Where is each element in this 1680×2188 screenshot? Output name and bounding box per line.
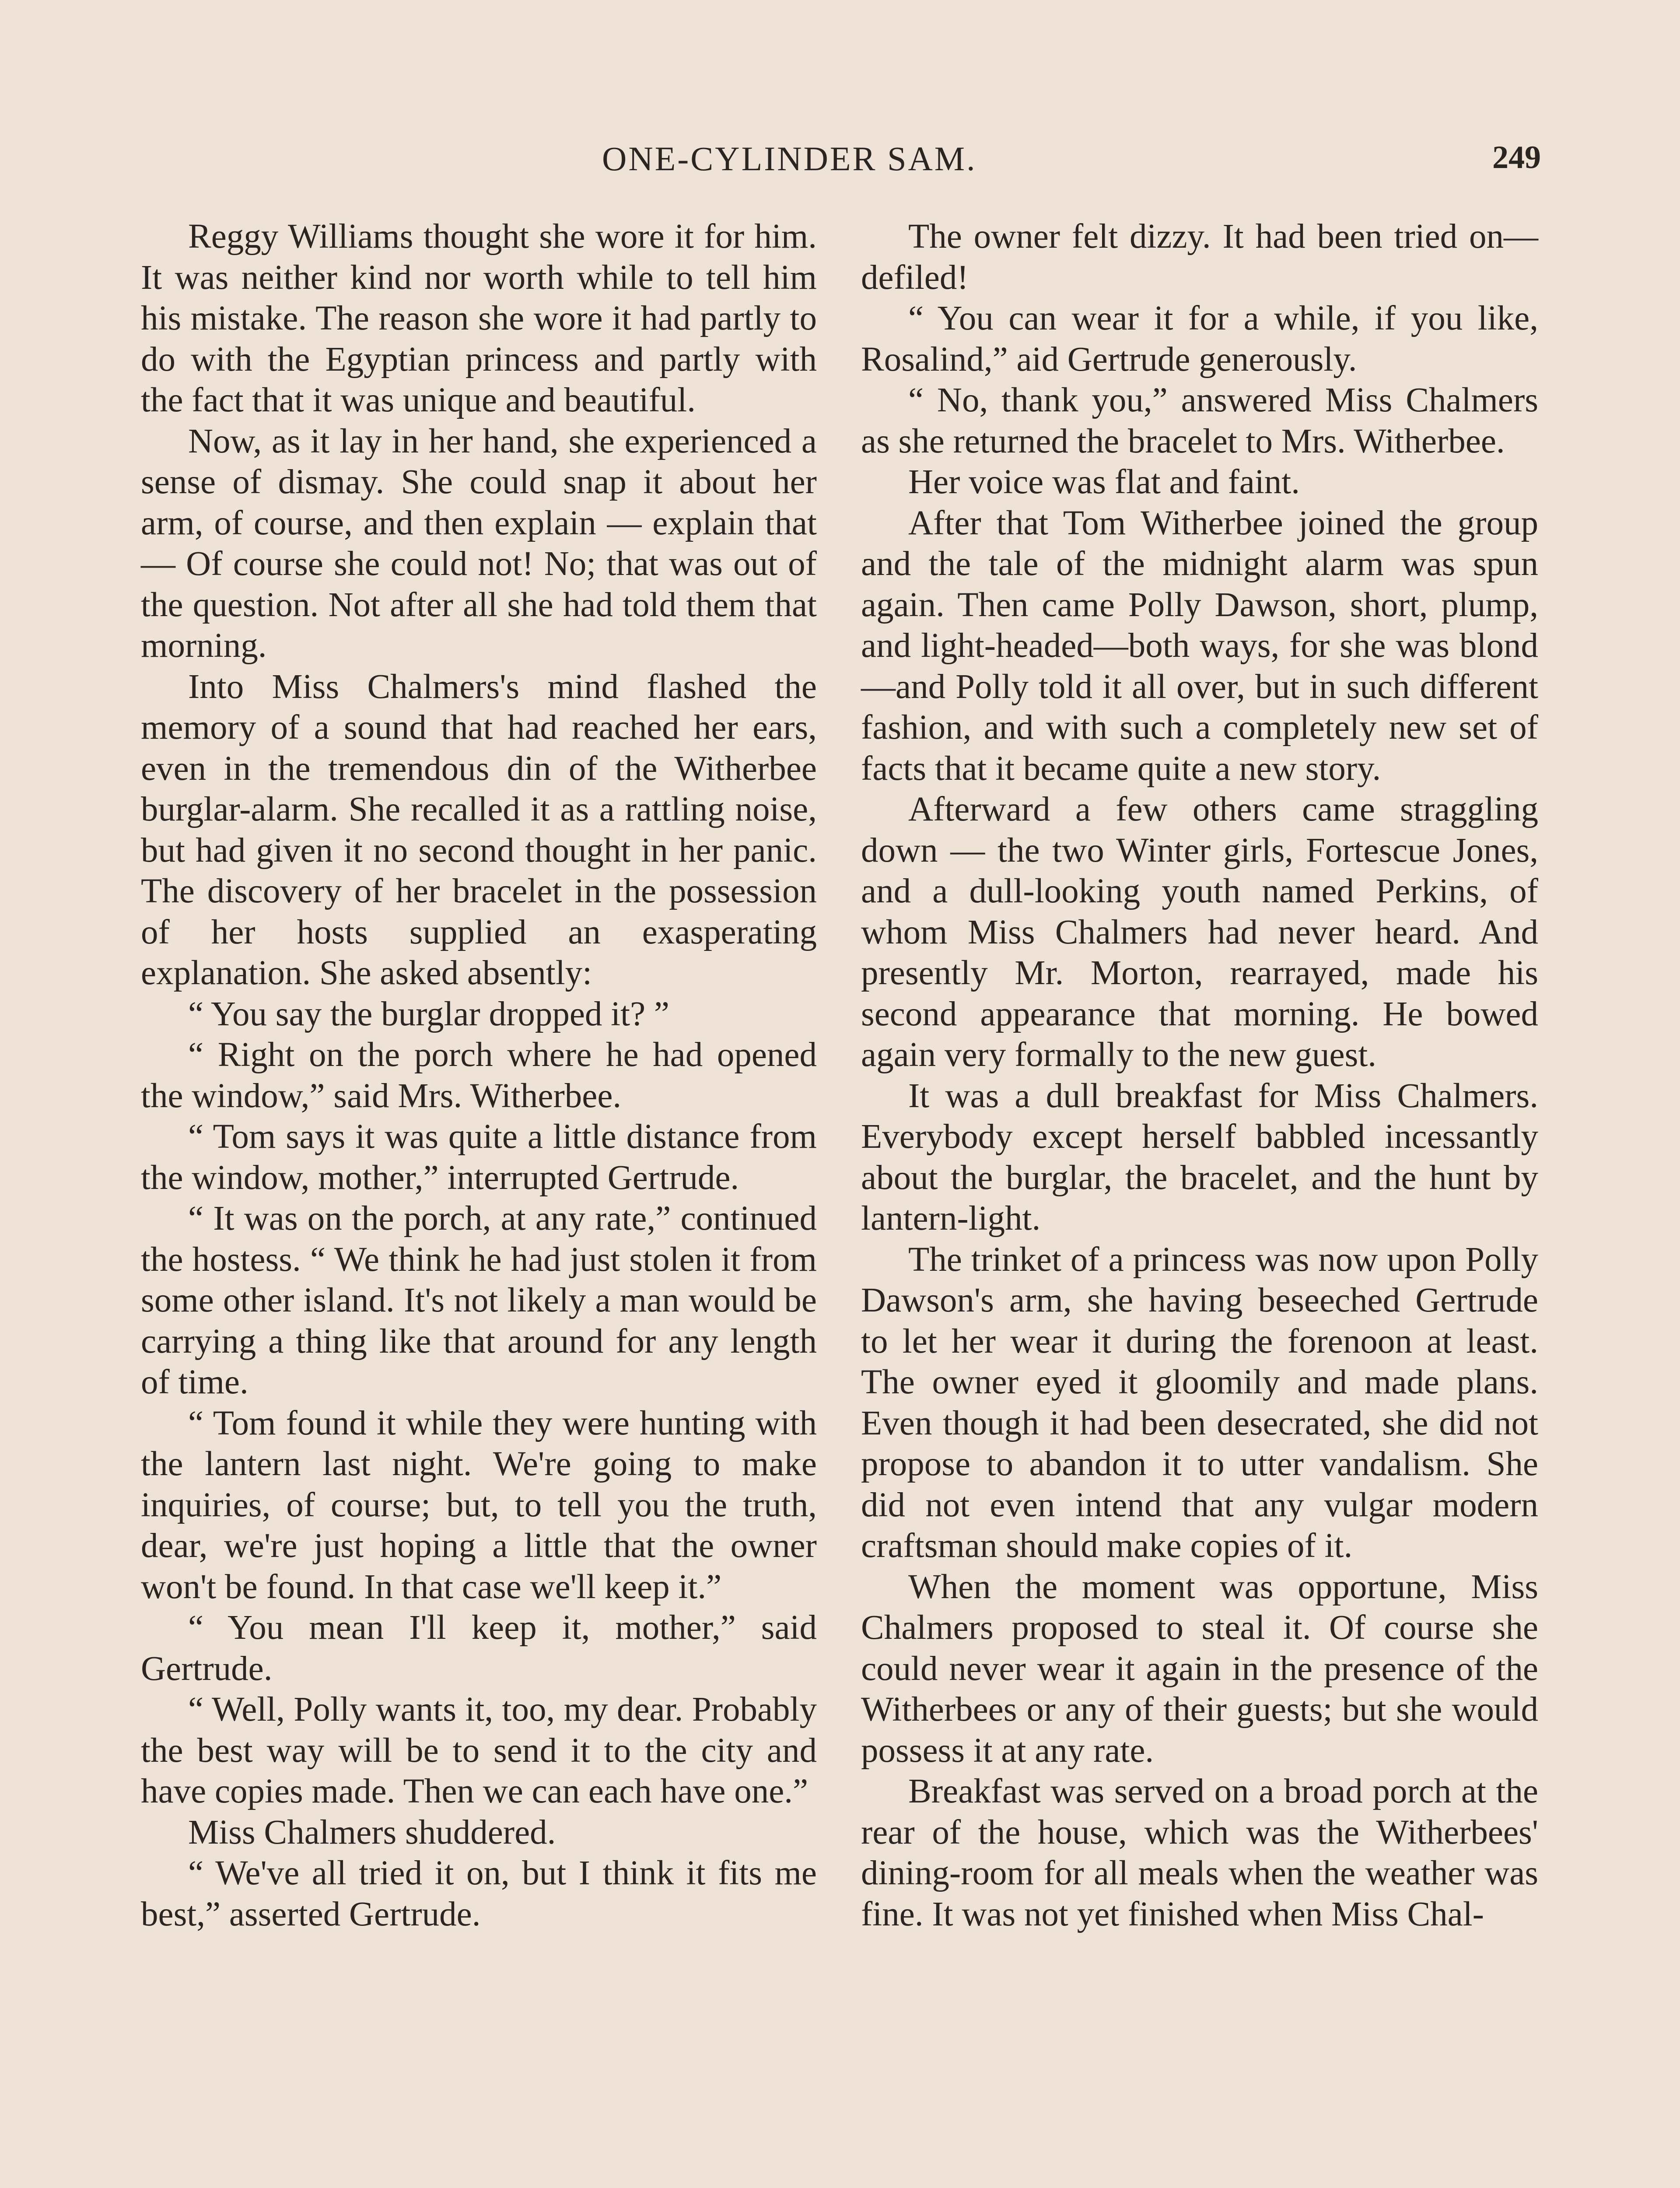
paragraph: Reggy Williams thought she wore it for him. It was neither kind nor worth while to tell him his mistake. The reason she wore it had partly to do with the Egyptian princess and partly with the fact that it was unique and beautiful.: [141, 217, 817, 419]
paragraph: Miss Chalmers shuddered.: [188, 1813, 556, 1851]
paragraph: Into Miss Chalmers's mind flashed the memory of a sound that had reached her ears, even in the tremendous din of the Witherbee burglar-alarm. She recalled it as a rattling noise, but had given it no second thought in her panic. The discovery of her bracelet in the possession of her hosts supplied an exasperating explanation. She asked absently:: [141, 667, 817, 992]
paragraph: “ You mean I'll keep it, mother,” said Gertrude.: [141, 1609, 817, 1688]
page-header: [0, 139, 1680, 183]
paragraph: “ Tom says it was quite a little distance from the window, mother,” interrupted Gertrude.: [141, 1118, 817, 1197]
paragraph: Breakfast was served on a broad porch at the rear of the house, which was the Witherbees' dining-room for all meals when the weather was fine. It was not yet finished when Miss Chal-: [861, 1772, 1538, 1933]
paragraph: After that Tom Witherbee joined the group and the tale of the midnight alarm was spun again. Then came Polly Dawson, short, plump, and light-headed—both ways, for she was blond —and Polly told it all over, but in such different fashion, and with such a completely new set of facts that it became quite a new story.: [861, 504, 1538, 788]
paragraph: “ Tom found it while they were hunting with the lantern last night. We're going to make inquiries, of course; but, to tell you the truth, dear, we're just hoping a little that the owner won't be found. In that case we'll keep it.”: [141, 1404, 817, 1606]
paragraph: “ You can wear it for a while, if you like, Rosalind,” aid Gertrude generously.: [861, 299, 1538, 379]
paragraph: “ No, thank you,” answered Miss Chalmers as she returned the bracelet to Mrs. Witherbee.: [861, 381, 1538, 460]
paragraph: “ Well, Polly wants it, too, my dear. Probably the best way will be to send it to the city and have copies made. Then we can each have one.”: [141, 1690, 817, 1810]
text-column-left: [141, 216, 817, 1935]
paragraph: Her voice was flat and faint.: [908, 463, 1300, 501]
text-column-right: [861, 216, 1538, 1935]
paragraph: It was a dull breakfast for Miss Chalmers. Everybody except herself babbled incessantly about the burglar, the bracelet, and the hunt by lantern-light.: [861, 1076, 1538, 1238]
paragraph: “ It was on the porch, at any rate,” continued the hostess. “ We think he had just stolen it from some other island. It's not likely a man would be carrying a thing like that around for any length of time.: [141, 1199, 817, 1401]
paragraph: Now, as it lay in her hand, she experienced a sense of dismay. She could snap it about her arm, of course, and then explain — explain that— Of course she could not! No; that was out of the question. Not after all she had told them that morning.: [141, 422, 817, 665]
paragraph: The owner felt dizzy. It had been tried on—defiled!: [861, 217, 1538, 297]
paragraph: “ You say the burglar dropped it? ”: [188, 995, 669, 1033]
paragraph: The trinket of a princess was now upon Polly Dawson's arm, she having beseeched Gertrude to let her wear it during the forenoon at least. The owner eyed it gloomily and made plans. Even though it had been desecrated, she did not propose to abandon it to utter vandalism. She did not even intend that any vulgar modern craftsman should make copies of it.: [861, 1240, 1538, 1565]
page-number: 249: [1492, 140, 1541, 175]
running-title: ONE-CYLINDER SAM.: [602, 140, 977, 178]
paragraph: When the moment was opportune, Miss Chalmers proposed to steal it. Of course she could never wear it again in the presence of the Witherbees or any of their guests; but she would possess it at any rate.: [861, 1567, 1538, 1770]
paragraph: “ Right on the porch where he had opened the window,” said Mrs. Witherbee.: [141, 1036, 817, 1115]
paragraph: “ We've all tried it on, but I think it fits me best,” asserted Gertrude.: [141, 1854, 817, 1933]
paragraph: Afterward a few others came straggling down — the two Winter girls, Fortescue Jones, and a dull-looking youth named Perkins, of whom Miss Chalmers had never heard. And presently Mr. Morton, rearrayed, made his second appearance that morning. He bowed again very formally to the new guest.: [861, 790, 1538, 1074]
